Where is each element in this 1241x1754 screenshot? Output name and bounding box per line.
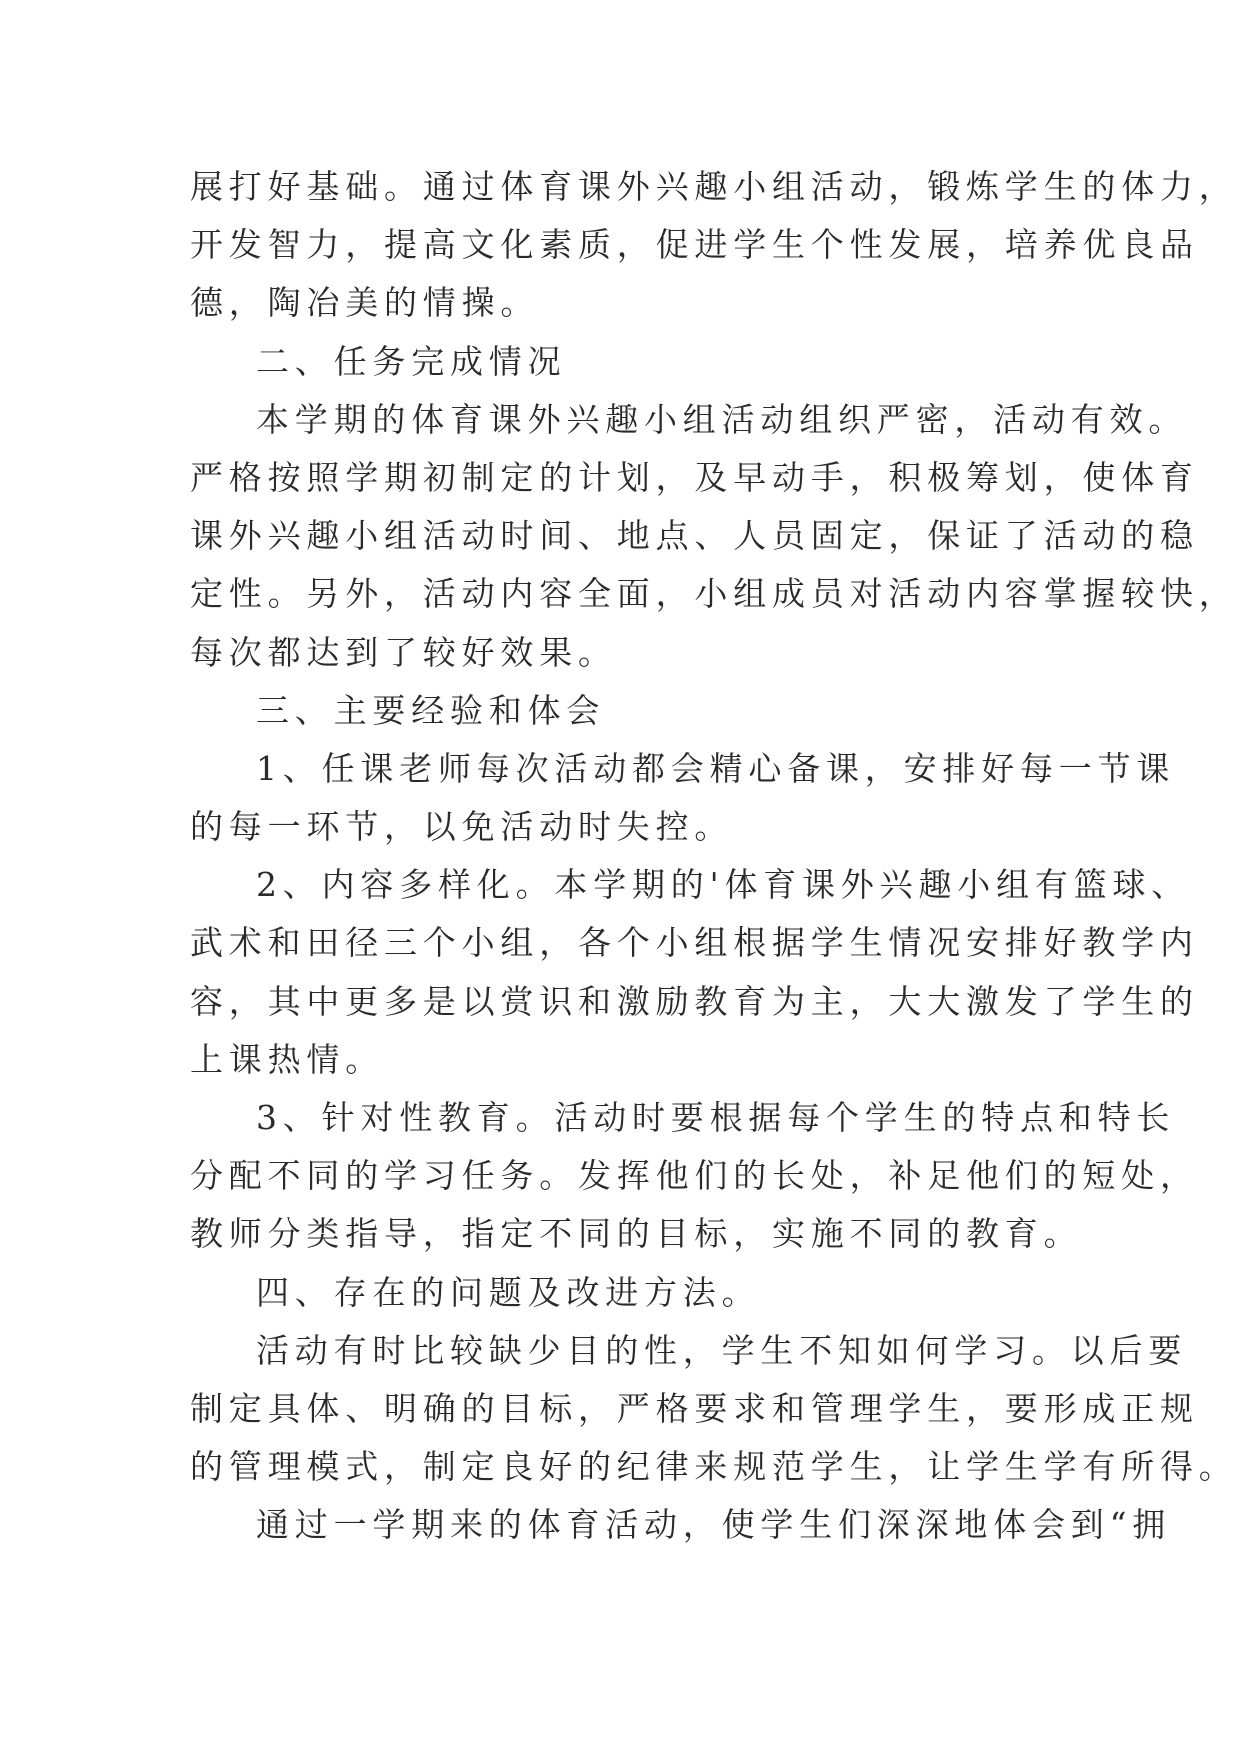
text-line: 2、内容多样化。本学期的'体育课外兴趣小组有篮球、	[256, 865, 1191, 905]
text-line: 活动有时比较缺少目的性，学生不知如何学习。以后要	[256, 1330, 1188, 1370]
text-line: 开发智力，提高文化素质，促进学生个性发展，培养优良品	[190, 225, 1199, 265]
section-heading: 三、主要经验和体会	[256, 690, 606, 730]
text-line: 教师分类指导，指定不同的目标，实施不同的教育。	[190, 1214, 1083, 1254]
section-heading: 四、存在的问题及改进方法。	[256, 1272, 761, 1312]
text-line: 的管理模式，制定良好的纪律来规范学生，让学生学有所得。	[190, 1447, 1238, 1487]
text-line: 展打好基础。通过体育课外兴趣小组活动，锻炼学生的体力，	[190, 167, 1238, 206]
text-line: 课外兴趣小组活动时间、地点、人员固定，保证了活动的稳	[190, 516, 1199, 556]
text-line: 武术和田径三个小组，各个小组根据学生情况安排好教学内	[190, 923, 1199, 963]
text-line: 制定具体、明确的目标，严格要求和管理学生，要形成正规	[190, 1388, 1199, 1428]
text-line: 的每一环节，以免活动时失控。	[190, 807, 734, 847]
text-line: 3、针对性教育。活动时要根据每个学生的特点和特长	[256, 1098, 1176, 1137]
text-line: 严格按照学期初制定的计划，及早动手，积极筹划，使体育	[190, 457, 1199, 497]
text-line: 容，其中更多是以赏识和激励教育为主，大大激发了学生的	[190, 981, 1199, 1021]
body-text	[190, 158, 1238, 1555]
text-line: 德，陶冶美的情操。	[190, 283, 540, 323]
text-line: 定性。另外，活动内容全面，小组成员对活动内容掌握较快，	[190, 574, 1238, 614]
text-line: 每次都达到了较好效果。	[190, 632, 617, 672]
text-line: 分配不同的学习任务。发挥他们的长处，补足他们的短处，	[190, 1156, 1199, 1196]
text-line: 本学期的体育课外兴趣小组活动组织严密，活动有效。	[256, 399, 1188, 439]
text-line: 上课热情。	[190, 1039, 384, 1079]
text-line: 1、任课老师每次活动都会精心备课，安排好每一节课	[256, 748, 1176, 788]
section-heading: 二、任务完成情况	[256, 341, 567, 381]
text-line: 通过一学期来的体育活动，使学生们深深地体会到“拥	[256, 1505, 1172, 1545]
